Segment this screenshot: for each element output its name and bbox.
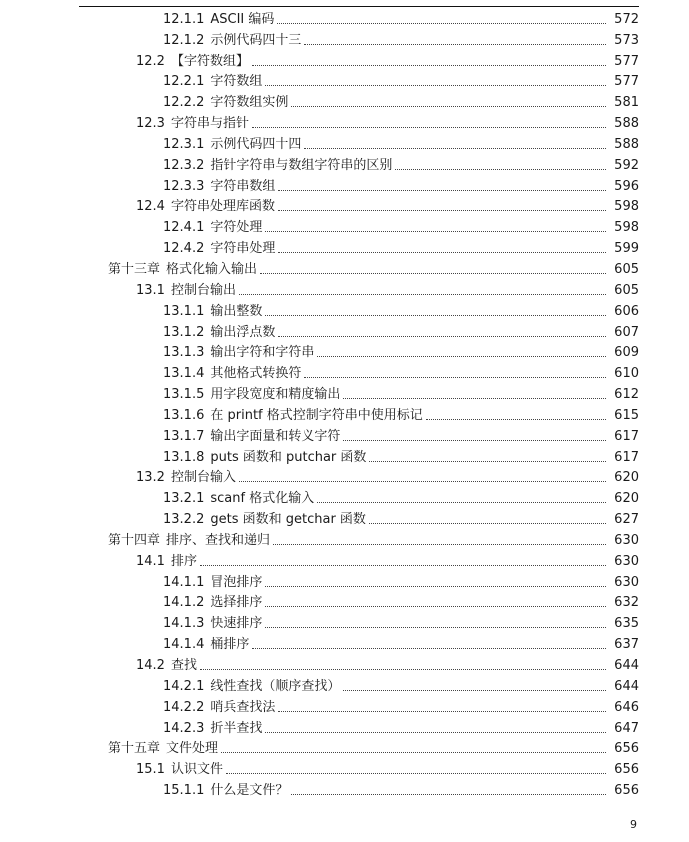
toc-entry-title: 线性查找（顺序查找） bbox=[210, 678, 341, 694]
toc-entry-label bbox=[136, 658, 197, 674]
toc-entry-title: 用字段宽度和精度输出 bbox=[210, 387, 341, 403]
toc-entry-page: 637 bbox=[614, 637, 639, 653]
toc-entry[interactable] bbox=[136, 468, 639, 489]
dot-leader bbox=[395, 169, 606, 170]
toc-entry[interactable] bbox=[163, 613, 639, 634]
toc-entry-number: 14.2 bbox=[136, 658, 165, 673]
toc-entry-page: 656 bbox=[614, 762, 639, 778]
toc-entry[interactable] bbox=[136, 51, 639, 72]
toc-entry-title: 冒泡排序 bbox=[210, 574, 263, 590]
toc-entry[interactable] bbox=[163, 72, 639, 93]
dot-leader bbox=[252, 648, 606, 649]
toc-entry-label bbox=[163, 179, 275, 195]
toc-entry-number: 13.1.7 bbox=[163, 428, 205, 444]
toc-entry-title: 输出整数 bbox=[210, 303, 263, 319]
toc-entry-page: 617 bbox=[614, 449, 639, 465]
toc-entry-number: 13.1 bbox=[136, 282, 165, 298]
dot-leader bbox=[278, 336, 606, 337]
toc-entry-number: 13.1.4 bbox=[163, 366, 205, 382]
dot-leader bbox=[260, 273, 606, 274]
toc-entry-label bbox=[163, 512, 366, 528]
toc-entry-title: 哨兵查找法 bbox=[210, 699, 276, 715]
toc-entry-title: 查找 bbox=[170, 658, 197, 673]
toc-entry-page: 607 bbox=[614, 324, 639, 340]
toc-entry-title: 输出字面量和转义字符 bbox=[210, 428, 341, 444]
toc-entry[interactable] bbox=[163, 405, 639, 426]
dot-leader bbox=[265, 627, 606, 628]
page-number: 9 bbox=[630, 818, 637, 831]
dot-leader bbox=[252, 127, 606, 128]
toc-entry-page: 647 bbox=[614, 720, 639, 736]
toc-entry[interactable] bbox=[163, 676, 639, 697]
toc-entry-title: gets 函数和 getchar 函数 bbox=[210, 512, 366, 528]
toc-entry-page: 588 bbox=[614, 136, 639, 152]
toc-entry-title: 控制台输出 bbox=[170, 282, 236, 298]
dot-leader bbox=[226, 773, 606, 774]
toc-entry-label bbox=[163, 700, 275, 716]
toc-entry-label bbox=[163, 304, 262, 320]
toc-entry-number: 15.1 bbox=[136, 762, 165, 778]
toc-entry-number: 第十三章 bbox=[108, 261, 161, 277]
toc-entry-number: 13.1.1 bbox=[163, 303, 205, 319]
toc-entry-page: 646 bbox=[614, 699, 639, 715]
toc-entry[interactable] bbox=[163, 301, 639, 322]
toc-entry[interactable] bbox=[163, 780, 639, 801]
toc-entry-label bbox=[136, 283, 236, 299]
dot-leader bbox=[239, 481, 606, 482]
toc-entry[interactable] bbox=[163, 593, 639, 614]
toc-entry[interactable] bbox=[163, 217, 639, 238]
dot-leader bbox=[221, 752, 606, 753]
toc-entry-page: 572 bbox=[614, 11, 639, 27]
toc-entry-label bbox=[163, 33, 301, 49]
dot-leader bbox=[343, 398, 606, 399]
toc-entry-number: 13.1.5 bbox=[163, 387, 205, 403]
toc-entry[interactable] bbox=[108, 739, 639, 760]
toc-entry-title: 示例代码四十四 bbox=[210, 136, 302, 152]
dot-leader bbox=[369, 523, 606, 524]
toc-entry-label bbox=[136, 116, 249, 132]
toc-entry-title: 字符数组 bbox=[210, 74, 263, 90]
toc-entry-number: 12.2.1 bbox=[163, 74, 205, 90]
toc-entry-title: 在 printf 格式控制字符串中使用标记 bbox=[210, 407, 423, 423]
toc-entry-number: 13.1.3 bbox=[163, 345, 205, 361]
toc-entry-title: 桶排序 bbox=[210, 637, 250, 653]
dot-leader bbox=[265, 732, 606, 733]
toc-entry-page: 577 bbox=[614, 53, 639, 69]
toc-entry-number: 13.1.6 bbox=[163, 407, 205, 423]
toc-entry-label bbox=[136, 199, 275, 215]
dot-leader bbox=[265, 315, 606, 316]
toc-entry[interactable] bbox=[163, 509, 639, 530]
toc-entry-page: 596 bbox=[614, 178, 639, 194]
toc-entry[interactable] bbox=[163, 426, 639, 447]
toc-entry-number: 12.3.2 bbox=[163, 157, 205, 173]
toc-entry[interactable] bbox=[163, 92, 639, 113]
toc-entry-number: 12.2 bbox=[136, 53, 165, 69]
toc-entry[interactable] bbox=[136, 197, 639, 218]
toc-entry-title: 排序、查找和递归 bbox=[166, 532, 271, 548]
toc-entry[interactable] bbox=[163, 322, 639, 343]
toc-entry-page: 630 bbox=[614, 532, 639, 548]
toc-entry-label bbox=[108, 533, 270, 549]
toc-entry-title: 格式化输入输出 bbox=[166, 261, 258, 277]
header-rule bbox=[79, 6, 639, 7]
toc-entry[interactable] bbox=[163, 447, 639, 468]
toc-entry-page: 632 bbox=[614, 595, 639, 611]
toc-entry-number: 14.1.1 bbox=[163, 574, 205, 590]
toc-entry-title: scanf 格式化输入 bbox=[210, 491, 315, 507]
toc-entry-title: 什么是文件？ bbox=[210, 783, 289, 799]
toc-entry[interactable] bbox=[136, 655, 639, 676]
toc-entry[interactable] bbox=[163, 363, 639, 384]
toc-entry-page: 606 bbox=[614, 303, 639, 319]
toc-entry-label bbox=[163, 74, 262, 90]
dot-leader bbox=[265, 85, 606, 86]
toc-entry-page: 592 bbox=[614, 157, 639, 173]
toc-entry-number: 13.2.1 bbox=[163, 491, 205, 507]
toc-entry-label bbox=[163, 595, 262, 611]
toc-entry[interactable] bbox=[108, 530, 639, 551]
toc-entry-number: 13.2 bbox=[136, 470, 165, 486]
toc-entry-title: 快速排序 bbox=[210, 616, 263, 632]
toc-entry-number: 12.2.2 bbox=[163, 95, 205, 111]
dot-leader bbox=[304, 148, 606, 149]
toc-entry-number: 第十四章 bbox=[108, 532, 161, 548]
toc-entry-page: 598 bbox=[614, 220, 639, 236]
toc-entry-title: 认识文件 bbox=[170, 762, 223, 778]
toc-entry-page: 588 bbox=[614, 116, 639, 132]
toc-entry-title: 示例代码四十三 bbox=[210, 32, 302, 48]
dot-leader bbox=[343, 440, 606, 441]
toc-entry[interactable] bbox=[163, 238, 639, 259]
toc-entry-page: 627 bbox=[614, 512, 639, 528]
toc-entry-title: 输出浮点数 bbox=[210, 324, 276, 340]
toc-entry-title: 输出字符和字符串 bbox=[210, 345, 315, 361]
dot-leader bbox=[265, 231, 606, 232]
dot-leader bbox=[278, 252, 606, 253]
toc-entry[interactable] bbox=[136, 113, 639, 134]
toc-entry-title: 文件处理 bbox=[166, 741, 219, 757]
toc-entry-page: 644 bbox=[614, 658, 639, 673]
toc-entry[interactable] bbox=[163, 30, 639, 51]
toc-entry-page: 598 bbox=[614, 199, 639, 215]
dot-leader bbox=[200, 565, 606, 566]
toc-entry-page: 620 bbox=[614, 470, 639, 486]
toc-entry[interactable] bbox=[163, 155, 639, 176]
toc-entry-label bbox=[136, 554, 197, 570]
toc-entry-label bbox=[108, 741, 218, 757]
toc-entry-label bbox=[163, 408, 423, 424]
toc-entry-page: 577 bbox=[614, 74, 639, 90]
toc-entry-page: 612 bbox=[614, 387, 639, 403]
toc-entry-page: 605 bbox=[614, 282, 639, 298]
toc-entry-number: 14.1.4 bbox=[163, 637, 205, 653]
toc-entry[interactable] bbox=[163, 134, 639, 155]
toc-entry-title: 指针字符串与数组字符串的区别 bbox=[210, 157, 393, 173]
toc-entry[interactable] bbox=[163, 176, 639, 197]
toc-entry-number: 12.4 bbox=[136, 199, 165, 215]
toc-entry-title: 字符串处理库函数 bbox=[170, 199, 275, 215]
dot-leader bbox=[343, 690, 606, 691]
toc-entry-number: 第十五章 bbox=[108, 741, 161, 757]
toc-entry-page: 620 bbox=[614, 491, 639, 507]
toc-entry[interactable] bbox=[163, 718, 639, 739]
toc-entry[interactable] bbox=[163, 384, 639, 405]
toc-entry-number: 13.1.8 bbox=[163, 449, 205, 465]
dot-leader bbox=[304, 44, 606, 45]
toc-entry-number: 15.1.1 bbox=[163, 783, 205, 799]
toc-entry-label bbox=[163, 429, 340, 445]
toc-entry-number: 12.4.1 bbox=[163, 220, 205, 236]
toc-entry-number: 14.2.1 bbox=[163, 678, 205, 694]
toc-entry-number: 14.1 bbox=[136, 553, 165, 569]
toc-entry-page: 656 bbox=[614, 741, 639, 757]
toc-entry-title: 字符串处理 bbox=[210, 241, 276, 257]
toc-entry-page: 609 bbox=[614, 345, 639, 361]
toc-entry-page: 644 bbox=[614, 678, 639, 694]
toc-entry-number: 13.2.2 bbox=[163, 512, 205, 528]
toc-entry-page: 656 bbox=[614, 783, 639, 799]
toc-entry-page: 617 bbox=[614, 428, 639, 444]
toc-entry-title: 字符串与指针 bbox=[170, 116, 249, 132]
toc-entry-page: 573 bbox=[614, 32, 639, 48]
toc-entry-label bbox=[163, 220, 262, 236]
toc-entry[interactable] bbox=[108, 259, 639, 280]
dot-leader bbox=[239, 294, 606, 295]
toc-entry-label bbox=[163, 679, 340, 695]
toc-entry-label bbox=[163, 450, 366, 466]
dot-leader bbox=[252, 65, 606, 66]
toc-entry-label bbox=[163, 637, 249, 653]
toc-entry-title: 其他格式转换符 bbox=[210, 366, 302, 382]
dot-leader bbox=[200, 669, 606, 670]
toc-entry-title: puts 函数和 putchar 函数 bbox=[210, 449, 367, 465]
toc-entry-label bbox=[136, 762, 223, 778]
dot-leader bbox=[265, 606, 606, 607]
toc-entry-title: 排序 bbox=[170, 553, 197, 569]
toc-entry-label bbox=[108, 262, 257, 278]
toc-entry[interactable] bbox=[163, 343, 639, 364]
toc-entry[interactable] bbox=[136, 759, 639, 780]
toc-entry-number: 14.1.2 bbox=[163, 595, 205, 611]
toc-entry-title: 字符处理 bbox=[210, 220, 263, 236]
toc-entry-page: 615 bbox=[614, 407, 639, 423]
dot-leader bbox=[273, 544, 606, 545]
toc-entry-title: 选择排序 bbox=[210, 595, 263, 611]
toc-entry-label bbox=[163, 575, 262, 591]
toc-entry-number: 12.1.1 bbox=[163, 11, 205, 27]
toc-entry-page: 610 bbox=[614, 366, 639, 382]
toc-entry-label bbox=[163, 325, 275, 341]
toc-entry-title: 【字符数组】 bbox=[170, 53, 249, 69]
toc-entry-label bbox=[163, 366, 301, 382]
toc-entry-number: 14.2.3 bbox=[163, 720, 205, 736]
toc-entry-label bbox=[163, 721, 262, 737]
toc-entry-title: ASCII 编码 bbox=[210, 11, 275, 27]
toc-entry-page: 581 bbox=[614, 95, 639, 111]
dot-leader bbox=[317, 356, 606, 357]
toc-entry-title: 字符数组实例 bbox=[210, 95, 289, 111]
dot-leader bbox=[278, 711, 606, 712]
dot-leader bbox=[278, 210, 606, 211]
toc-entry-number: 12.4.2 bbox=[163, 241, 205, 257]
toc-entry[interactable] bbox=[163, 9, 639, 30]
toc-entry-number: 14.1.3 bbox=[163, 616, 205, 632]
toc-entry-label bbox=[163, 95, 288, 111]
dot-leader bbox=[426, 419, 606, 420]
dot-leader bbox=[291, 106, 606, 107]
dot-leader bbox=[277, 23, 606, 24]
toc-entry-number: 12.3.3 bbox=[163, 178, 205, 194]
toc-entry-page: 630 bbox=[614, 574, 639, 590]
toc-entry[interactable] bbox=[136, 551, 639, 572]
toc-entry-page: 635 bbox=[614, 616, 639, 632]
toc-entry[interactable] bbox=[163, 634, 639, 655]
toc-entry-number: 12.3 bbox=[136, 116, 165, 132]
toc-entry[interactable] bbox=[136, 280, 639, 301]
toc-entry-label bbox=[163, 158, 392, 174]
toc-entry-label bbox=[136, 470, 236, 486]
toc-entry-number: 14.2.2 bbox=[163, 699, 205, 715]
toc-entry-number: 13.1.2 bbox=[163, 324, 205, 340]
toc-entry-page: 605 bbox=[614, 261, 639, 277]
toc-entry-label bbox=[163, 387, 340, 403]
toc-entry-label bbox=[163, 345, 314, 361]
toc-entry[interactable] bbox=[163, 572, 639, 593]
toc-entry[interactable] bbox=[163, 488, 639, 509]
dot-leader bbox=[317, 502, 606, 503]
dot-leader bbox=[304, 377, 606, 378]
dot-leader bbox=[291, 794, 606, 795]
toc-entry[interactable] bbox=[163, 697, 639, 718]
toc-entry-title: 字符串数组 bbox=[210, 178, 276, 194]
toc-entry-label bbox=[163, 491, 314, 507]
toc-entry-label bbox=[136, 54, 249, 70]
toc-entry-title: 控制台输入 bbox=[170, 470, 236, 486]
toc-entry-number: 12.3.1 bbox=[163, 136, 205, 152]
toc-entry-number: 12.1.2 bbox=[163, 32, 205, 48]
toc-entry-label bbox=[163, 616, 262, 632]
toc-entry-label bbox=[163, 241, 275, 257]
toc-entry-label bbox=[163, 783, 288, 799]
table-of-contents bbox=[0, 9, 689, 801]
toc-entry-title: 折半查找 bbox=[210, 720, 263, 736]
toc-entry-label bbox=[163, 137, 301, 153]
toc-entry-label bbox=[163, 12, 274, 28]
toc-entry-page: 599 bbox=[614, 241, 639, 257]
dot-leader bbox=[278, 190, 606, 191]
toc-entry-page: 630 bbox=[614, 553, 639, 569]
dot-leader bbox=[265, 586, 606, 587]
dot-leader bbox=[369, 461, 606, 462]
